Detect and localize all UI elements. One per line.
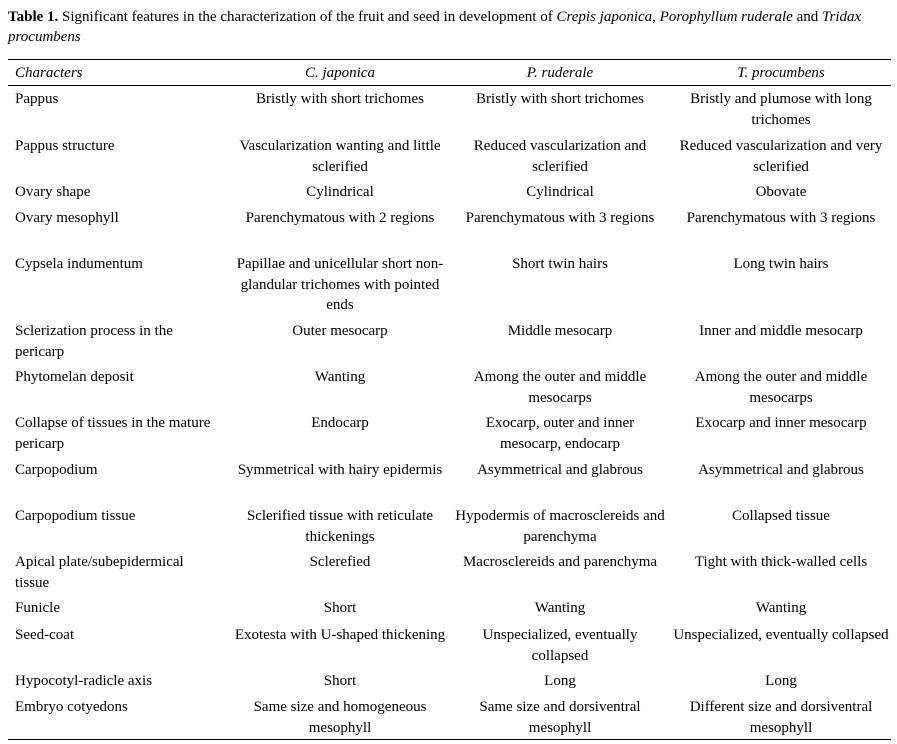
cell-p-ruderale: Same size and dorsiventral mesophyll xyxy=(479,699,641,736)
cell-t-procumbens: Inner and middle mesocarp xyxy=(699,323,863,339)
header-characters: Characters xyxy=(15,65,83,81)
cell-c-japonica: Exotesta with U-shaped thickening xyxy=(234,627,446,643)
top-rule xyxy=(8,59,891,60)
caption-separator: , xyxy=(652,9,660,25)
cell-p-ruderale: Exocarp, outer and inner mesocarp, endocarp xyxy=(485,415,635,452)
caption-species-1: Crepis japonica xyxy=(556,9,653,25)
cell-character: Pappus structure xyxy=(15,138,115,154)
cell-c-japonica: Endocarp xyxy=(311,415,369,431)
cell-character: Carpopodium xyxy=(15,462,98,478)
caption-species-3: Tridax procumbens xyxy=(8,9,862,45)
cell-p-ruderale: Among the outer and middle mesocarps xyxy=(473,369,647,406)
cell-t-procumbens: Obovate xyxy=(755,184,807,200)
cell-c-japonica: Outer mesocarp xyxy=(292,323,388,339)
cell-character: Sclerization process in the pericarp xyxy=(15,323,173,360)
cell-p-ruderale: Long xyxy=(544,673,576,689)
cell-p-ruderale: Macrosclereids and parenchyma xyxy=(462,554,658,570)
cell-character: Pappus xyxy=(15,91,59,107)
cell-p-ruderale: Parenchymatous with 3 regions xyxy=(465,210,655,226)
cell-p-ruderale: Short twin hairs xyxy=(512,256,608,272)
cell-t-procumbens: Different size and dorsiventral mesophyll xyxy=(689,699,873,736)
cell-character: Embryo cotyedons xyxy=(15,699,128,715)
caption-species-2: Porophyllum ruderale xyxy=(659,9,793,25)
cell-t-procumbens: Collapsed tissue xyxy=(732,508,830,524)
cell-t-procumbens: Asymmetrical and glabrous xyxy=(698,462,864,478)
cell-c-japonica: Sclerified tissue with reticulate thickenings xyxy=(246,508,434,545)
cell-c-japonica: Papillae and unicellular short non-glandular trichomes with pointed ends xyxy=(236,256,444,313)
header-c-japonica: C. japonica xyxy=(305,65,375,81)
cell-p-ruderale: Wanting xyxy=(534,600,586,616)
cell-c-japonica: Cylindrical xyxy=(306,184,374,200)
cell-c-japonica: Wanting xyxy=(314,369,366,385)
cell-t-procumbens: Bristly and plumose with long trichomes xyxy=(690,91,872,128)
cell-p-ruderale: Reduced vascularization and sclerified xyxy=(473,138,647,175)
cell-p-ruderale: Middle mesocarp xyxy=(507,323,613,339)
cell-c-japonica: Parenchymatous with 2 regions xyxy=(245,210,435,226)
cell-character: Collapse of tissues in the mature pericarp xyxy=(15,415,211,452)
cell-c-japonica: Vascularization wanting and little sclerified xyxy=(239,138,441,175)
header-p-ruderale: P. ruderale xyxy=(526,65,594,81)
cell-t-procumbens: Parenchymatous with 3 regions xyxy=(686,210,876,226)
cell-t-procumbens: Tight with thick-walled cells xyxy=(694,554,868,570)
bottom-rule xyxy=(8,739,891,740)
cell-character: Funicle xyxy=(15,600,60,616)
caption-label: Table 1. xyxy=(8,9,59,25)
cell-c-japonica: Short xyxy=(323,673,357,689)
cell-character: Seed-coat xyxy=(15,627,75,643)
cell-character: Phytomelan deposit xyxy=(15,369,134,385)
caption-text: Significant features in the characterization of the fruit and seed in development of xyxy=(58,9,557,25)
cell-t-procumbens: Long twin hairs xyxy=(733,256,829,272)
cell-p-ruderale: Bristly with short trichomes xyxy=(476,91,644,107)
cell-character: Ovary mesophyll xyxy=(15,210,119,226)
cell-p-ruderale: Asymmetrical and glabrous xyxy=(477,462,643,478)
header-t-procumbens: T. procumbens xyxy=(737,65,825,81)
cell-character: Apical plate/subepidermical tissue xyxy=(15,554,184,591)
cell-t-procumbens: Long xyxy=(765,673,797,689)
cell-c-japonica: Short xyxy=(323,600,357,616)
cell-t-procumbens: Wanting xyxy=(755,600,807,616)
caption-separator: and xyxy=(792,9,823,25)
cell-t-procumbens: Reduced vascularization and very sclerified xyxy=(679,138,883,175)
cell-p-ruderale: Cylindrical xyxy=(526,184,594,200)
cell-c-japonica: Sclerefied xyxy=(309,554,371,570)
cell-t-procumbens: Exocarp and inner mesocarp xyxy=(695,415,867,431)
cell-character: Hypocotyl-radicle axis xyxy=(15,673,153,689)
cell-character: Cypsela indumentum xyxy=(15,256,143,272)
cell-p-ruderale: Hypodermis of macrosclereids and parenchyma xyxy=(455,508,665,545)
table-caption xyxy=(8,7,892,47)
cell-c-japonica: Symmetrical with hairy epidermis xyxy=(237,462,443,478)
cell-t-procumbens: Unspecialized, eventually collapsed xyxy=(673,627,889,643)
cell-c-japonica: Bristly with short trichomes xyxy=(256,91,424,107)
cell-p-ruderale: Unspecialized, eventually collapsed xyxy=(482,627,638,664)
header-rule xyxy=(8,85,891,86)
cell-character: Carpopodium tissue xyxy=(15,508,136,524)
cell-t-procumbens: Among the outer and middle mesocarps xyxy=(694,369,868,406)
cell-character: Ovary shape xyxy=(15,184,91,200)
cell-c-japonica: Same size and homogeneous mesophyll xyxy=(253,699,427,736)
